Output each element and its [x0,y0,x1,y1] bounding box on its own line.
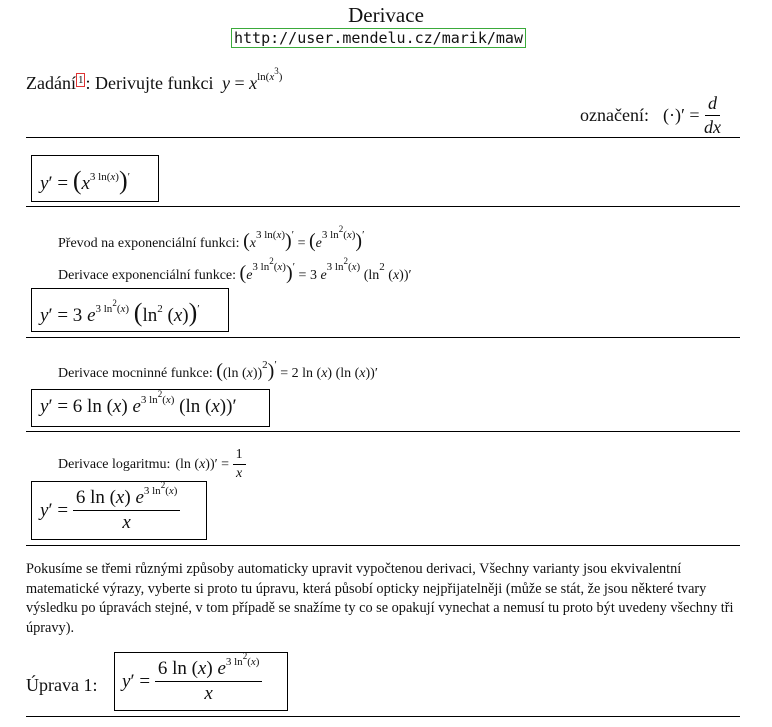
step-label-1: Převod na exponenciální funkci: [58,236,240,251]
result-formula-3: y′ = 6 ln (x) $e^{3 ln^2(x)}$ (ln (x))′ [40,389,237,417]
uprava-label: Úprava 1: [26,675,98,695]
step-label-4: Derivace logaritmu: [58,456,171,472]
step-line-1: Převod na exponenciální funkci: $(x^{3 ln(x)})' = (e^{3 ln^2(x)})'$ [58,224,365,252]
divider [26,206,740,207]
page-title: Derivace [348,3,424,27]
uprava-formula: y′ = $\frac{6 \ln (x) e^{3 ln^2(x)}}{x}$ [122,658,262,705]
step-label-2: Derivace exponenciální funkce: [58,268,237,283]
step-line-4: Derivace logaritmu: (ln (x))′ = $\frac{1}{x}$ [58,447,246,482]
explanation-paragraph: Pokusíme se třemi různými způsoby automaticky upravit vypočtenou derivaci, Všechny varianty jsou ekvivalentní matematické výrazy, vyberte si proto tu úpravu, která působí opticky nejpřijatelněji (může se stát, že jsou některé tvary výsledku po úpravách stejné, v tom případě se snažíme ty co se opakují vynechat a nemusí tu proto být uvedeny všechny tři úpravy). [26,561,734,636]
task-line [26,66,283,94]
source-link[interactable]: http://user.mendelu.cz/marik/maw [231,28,526,48]
notation-label: označení: [580,105,649,125]
divider [26,337,740,338]
footnote-link[interactable]: 1 [77,74,84,86]
result-formula-2: y′ = 3 $e^{3 ln^2(x)}$ ($\ln^2$ (x))′ [40,298,200,327]
step-line-3: Derivace mocninné funkce: ((ln (x))$^2$)′ = 2 ln (x) (ln (x))′ [58,359,378,382]
task-formula: $y = x^{ln(x^3)}$ [221,66,283,93]
task-label: Zadání [26,73,76,93]
step-line-2: Derivace exponenciální funkce: $(e^{3 ln^2(x)})' = 3$ $e^{3 ln^2(x)}$ ($\ln^2$ (x))′ [58,256,412,284]
divider [26,431,740,432]
result-formula-1: $y' = (x^{3 ln(x)})'$ [40,166,131,195]
notation: označení: (·)′ = $\frac{d}{dx}$ [580,93,722,137]
step-label-3: Derivace mocninné funkce: [58,366,213,381]
task-text: : Derivujte funkci [85,73,214,93]
result-formula-4: y′ = $\frac{6 \ln (x) e^{3 ln^2(x)}}{x}$ [40,487,180,534]
divider [26,137,740,138]
divider [26,716,740,717]
divider [26,545,740,546]
